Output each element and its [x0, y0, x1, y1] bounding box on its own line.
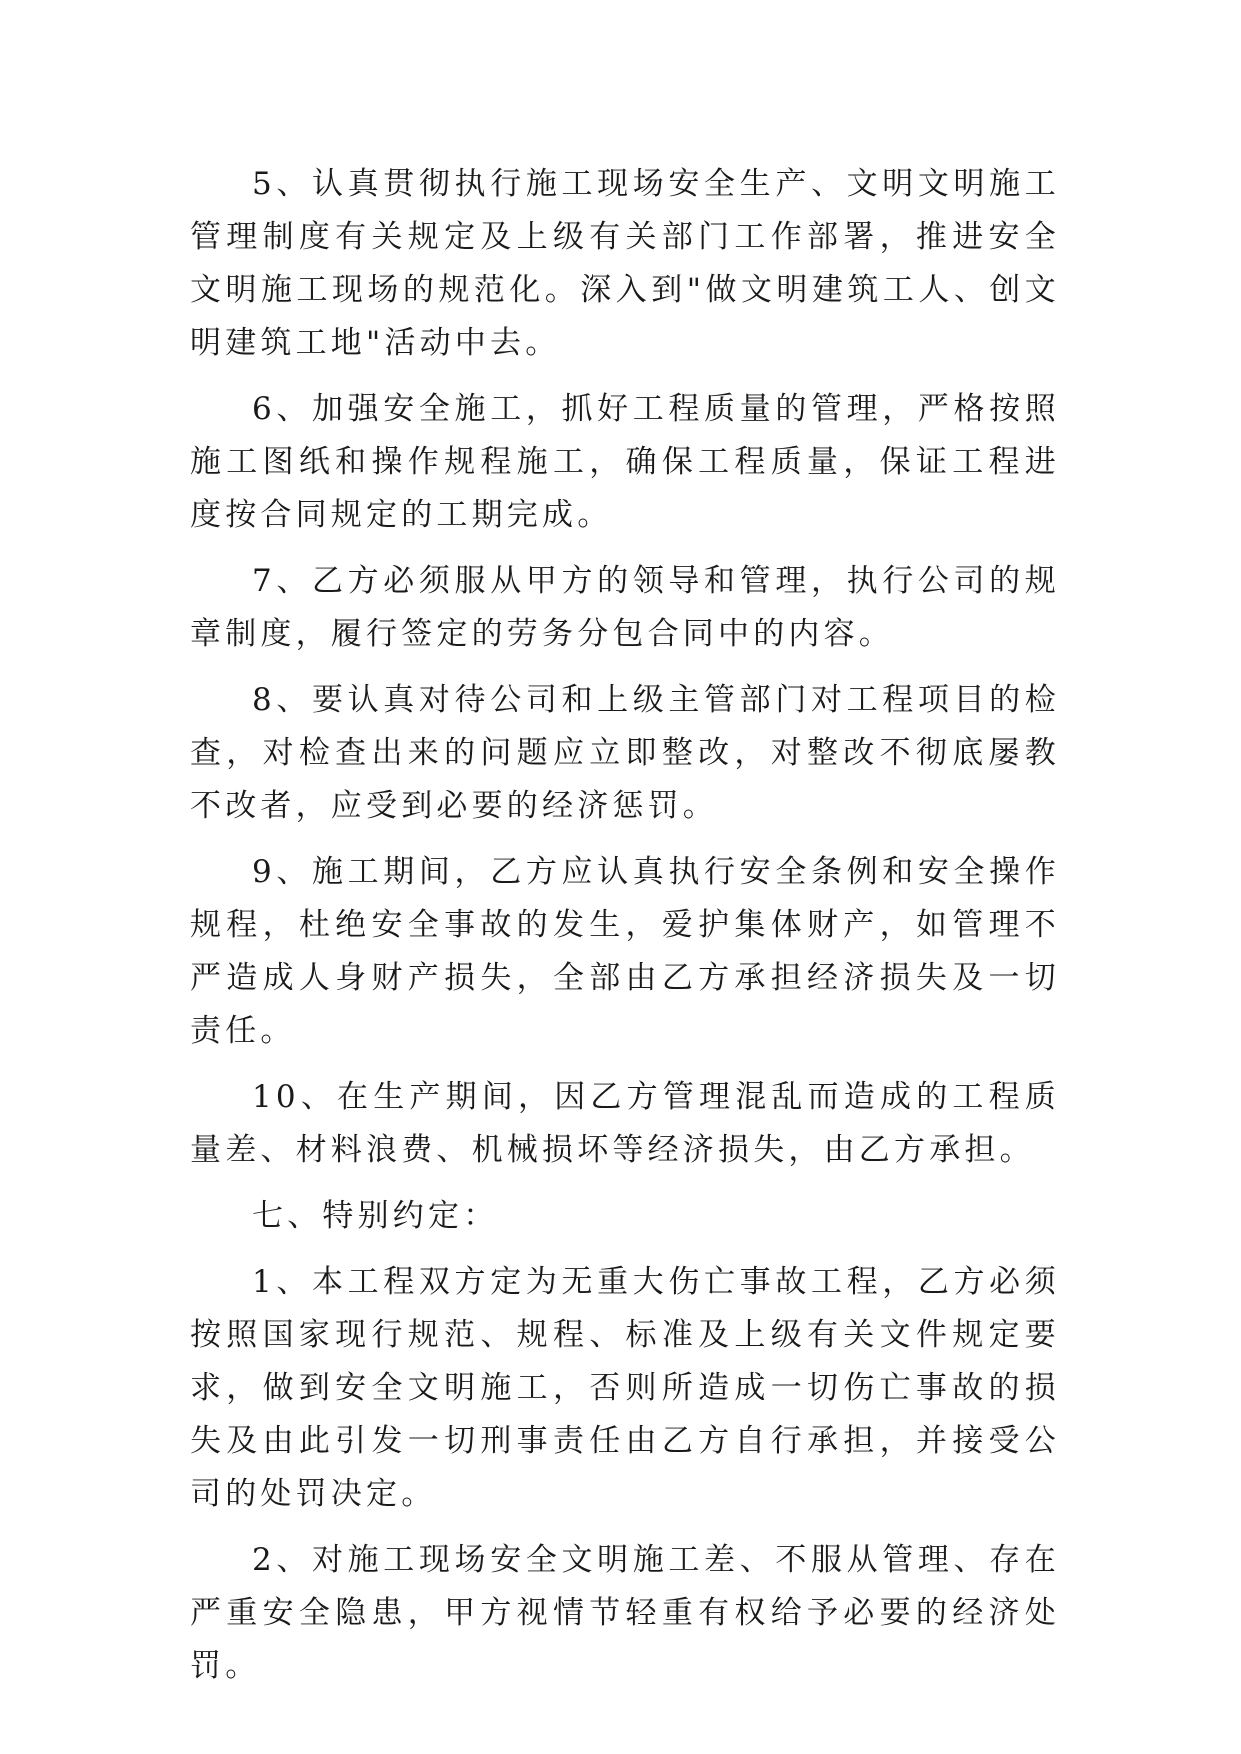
special-clause-2: 2、对施工现场安全文明施工差、不服从管理、存在严重安全隐患，甲方视情节轻重有权给予必要的经济处罚。 — [190, 1542, 1060, 1684]
clause-6: 6、加强安全施工，抓好工程质量的管理，严格按照施工图纸和操作规程施工，确保工程质量，保证工程进度按合同规定的工期完成。 — [190, 391, 1060, 533]
clause-9: 9、施工期间，乙方应认真执行安全条例和安全操作规程，杜绝安全事故的发生，爱护集体财产，如管理不严造成人身财产损失，全部由乙方承担经济损失及一切责任。 — [190, 854, 1060, 1049]
clause-7: 7、乙方必须服从甲方的领导和管理，执行公司的规章制度，履行签定的劳务分包合同中的内容。 — [190, 563, 1060, 652]
clause-5: 5、认真贯彻执行施工现场安全生产、文明文明施工管理制度有关规定及上级有关部门工作部署，推进安全文明施工现场的规范化。深入到"做文明建筑工人、创文明建筑工地"活动中去。 — [190, 166, 1060, 361]
clause-8: 8、要认真对待公司和上级主管部门对工程项目的检查，对检查出来的问题应立即整改，对整改不彻底屡教不改者，应受到必要的经济惩罚。 — [190, 682, 1060, 824]
document-page — [190, 158, 1060, 1706]
section-heading-special-agreement: 七、特别约定： — [252, 1198, 499, 1234]
special-clause-1: 1、本工程双方定为无重大伤亡事故工程，乙方必须按照国家现行规范、规程、标准及上级有关文件规定要求，做到安全文明施工，否则所造成一切伤亡事故的损失及由此引发一切刑事责任由乙方自行承担，并接受公司的处罚决定。 — [190, 1264, 1060, 1512]
clause-10: 10、在生产期间，因乙方管理混乱而造成的工程质量差、材料浪费、机械损坏等经济损失，由乙方承担。 — [190, 1079, 1060, 1168]
